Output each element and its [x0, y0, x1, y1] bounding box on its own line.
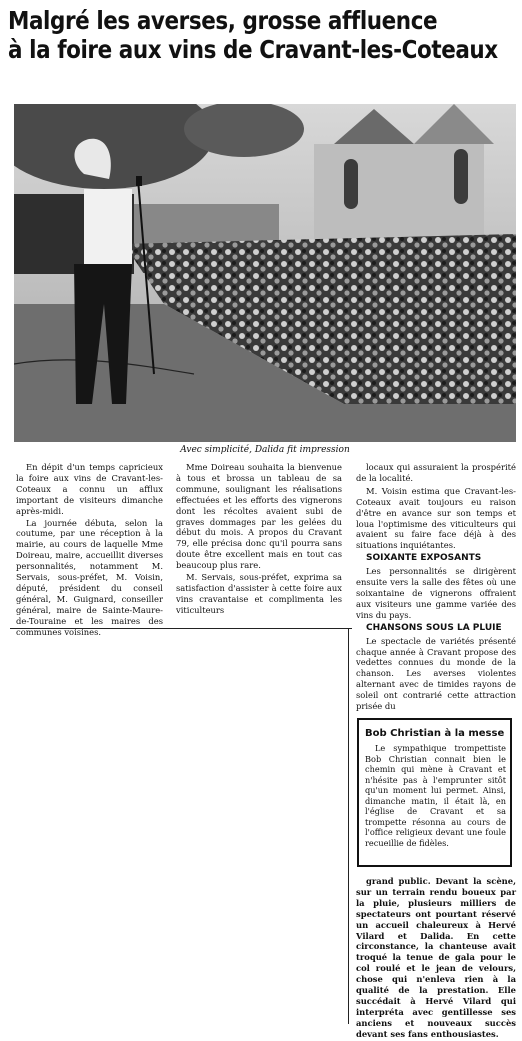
concert-photo-image [14, 104, 516, 442]
headline [8, 6, 498, 64]
article-column-4 [356, 876, 516, 1041]
photo-caption: Avec simplicité, Dalida fit impression [180, 445, 350, 455]
subheading-exposants: SOIXANTE EXPOSANTS [366, 553, 482, 564]
article-column-2 [176, 462, 342, 617]
sidebar-box [357, 718, 512, 867]
paragraph: Mme Doireau souhaita la bienvenue à tous et brossa un tableau de sa commune, soulignant les réalisations effectuées et les efforts des vignerons dont les récoltes avaient subi de graves dommages par les gelées du début du mois. A propos du Cravant 79, elle précisa donc qu'il pourra sans doute être excellent mais en tout cas beaucoup plus rare. [176, 462, 342, 571]
article-column-3 [356, 462, 516, 714]
paragraph: Le spectacle de variétés présenté chaque année à Cravant propose des vedettes connues du monde de la chanson. Les averses violentes alternant avec de timides rayons de soleil ont contrarié cette attraction prisée du [356, 635, 516, 712]
paragraph: grand public. Devant la scène, sur un terrain rendu boueux par la pluie, plusieurs milliers de spectateurs ont pourtant réservé un accueil chaleureux à Hervé Vilard et Dalida. En cette circonstance, la chanteuse avait troqué la tenue de gala pour le col roulé et le jean de velours, chose qui n'enleva rien à la qualité de la prestation. Elle succédait à Hervé Vilard qui interpréta avec gentillesse ses anciens et nouveaux succès devant ses fans enthousiastes. [356, 876, 516, 1039]
sidebar-box-title: Bob Christian à la messe [365, 728, 505, 739]
headline-line-2: à la foire aux vins de Cravant-les-Coteaux [8, 35, 498, 64]
paragraph: locaux qui assuraient la prospérité de la localité. [356, 462, 516, 483]
paragraph: M. Voisin estima que Cravant-les-Coteaux avait toujours eu raison d'être en avance sur son temps et loua l'optimisme des viticulteurs qui avaient su faire face déjà à des situations inquiétantes. [356, 485, 516, 551]
paragraph: Les personnalités se dirigèrent ensuite vers la salle des fêtes où une soixantaine de vignerons offraient aux visiteurs une gamme variée des vins du pays. [356, 566, 516, 620]
article-column-1 [16, 462, 163, 639]
paragraph: La journée débuta, selon la coutume, par une réception à la mairie, au cours de laquelle Mme Doireau, maire, accueillit diverses personnalités, notamment M. Servais, sous-préfet, M. Voisin, député, président du conseil général, M. Guignard, conseiller général, maire de Sainte-Maure-de-Touraine et les maires des communes voisines. [16, 517, 163, 637]
sidebar-box-text: Le sympathique trompettiste Bob Christian connait bien le chemin qui mène à Cravant et n'hésite pas à l'emprunter sitôt qu'un moment lui permet. Ainsi, dimanche matin, il était là, en l'église de Cravant et sa trompette résonna au cours de l'office religieux devant une foule recueillie de fidèles. [365, 743, 506, 848]
divider-horizontal [10, 628, 352, 629]
paragraph: M. Servais, sous-préfet, exprima sa satisfaction d'assister à cette foire aux vins cravantaise et complimenta les viticulteurs [176, 572, 342, 615]
subheading-chansons: CHANSONS SOUS LA PLUIE [366, 622, 502, 633]
paragraph: En dépit d'un temps capricieux la foire aux vins de Cravant-les-Coteaux a connu un afflux important de visiteurs dimanche après-midi. [16, 462, 163, 516]
concert-photo [14, 104, 516, 442]
headline-line-1: Malgré les averses, grosse affluence [8, 6, 438, 35]
divider-vertical [348, 628, 349, 1024]
